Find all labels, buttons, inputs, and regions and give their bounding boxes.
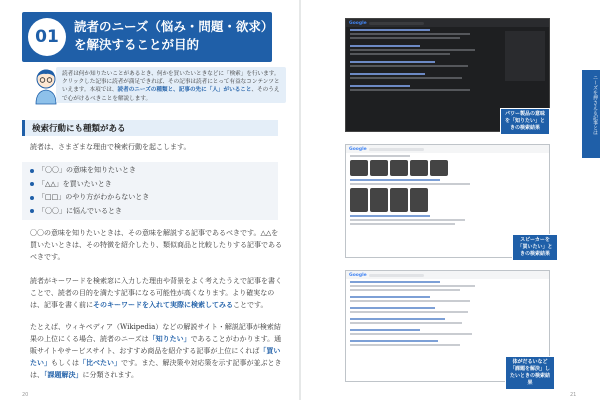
intro-tail: 、そのうえで心がけるべきことを解説します。 (62, 87, 280, 102)
section-heading: 検索行動にも種類がある (22, 120, 278, 136)
bullet-list (22, 162, 278, 220)
gutter (299, 0, 301, 400)
bullet-item: 「〇〇」の意味を知りたいとき (30, 164, 270, 178)
page-number-right: 21 (570, 392, 577, 398)
side-tab: ニーズを押さえる記事とは (582, 70, 600, 158)
screenshot-solve: Google (345, 270, 550, 382)
chapter-header (22, 12, 272, 62)
chapter-title: 読者のニーズ（悩み・問題・欲求）を解決することが目的 (74, 19, 268, 52)
callout-solve: 体がだるいなど「課題を解決」したいときの検索結果 (505, 356, 555, 390)
bullet-item: 「□□」のやり方がわからないとき (30, 191, 270, 205)
paragraph-4: たとえば、ウィキペディア（Wikipedia）などの解説サイト・解説記事が検索結果の上位にくる場合、読者のニーズは「知りたい」であることがわかります。通販サイトやサービスサイト、おすすめ商品を紹介する記事が上位にくれば「買いたい」もしくは「比べたい」です。また、解決策や対応策を示す記事が並ぶときは、「課題解決」に分類されます。 (30, 323, 282, 379)
paragraph-1: 読者は、さまざまな理由で検索行動を起こします。 (30, 143, 191, 151)
page-number-left: 20 (22, 392, 29, 398)
paragraph-3: 読者がキーワードを検索窓に入力した理由や背景をよく考えたうえで記事を書くことで、読者の目的を満たす記事になる可能性が高くなります。より確実なのは、記事を書く前にそのキーワードを入れて実際に検索してみることです。 (30, 277, 282, 309)
callout-know: パワー製品の意味を「知りたい」ときの検索結果 (500, 108, 550, 135)
bullet-item: 「△△」を買いたいとき (30, 178, 270, 192)
screenshot-know: Google (345, 18, 550, 132)
intro-highlight: 読者のニーズの種類と、記事の先に「人」がいること (117, 87, 252, 94)
intro-box (56, 67, 286, 103)
screenshot-buy: Google (345, 144, 550, 258)
paragraph-3-highlight: そのキーワードを入れて実際に検索してみる (93, 300, 233, 309)
intro-text: 読者は何か知りたいことがあるとき、何かを買いたいときなどに「検索」を行います。クリックした記事に読者が満足できれば、その記事は読者にとって有益なコンテンツといえます。本項では、 (62, 71, 280, 94)
bullet-item: 「〇〇」に悩んでいるとき (30, 205, 270, 219)
chapter-number: 01 (28, 18, 66, 56)
callout-buy: スピーカーを「買いたい」ときの検索結果 (512, 234, 558, 261)
paragraph-2: 〇〇の意味を知りたいときは、その意味を解説する記事であるべきです。△△を買いたいときは、その特徴を紹介したり、類似商品と比較したりする記事であるべきです。 (30, 229, 282, 261)
